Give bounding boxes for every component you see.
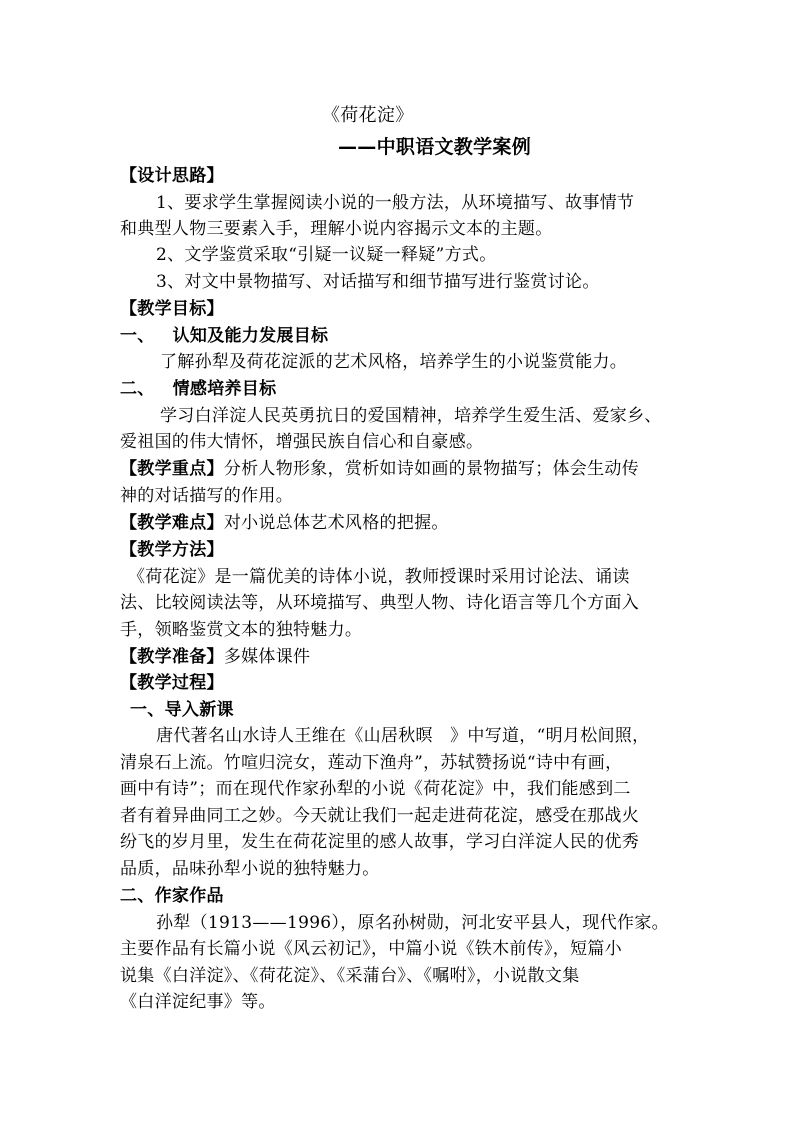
section-1-title: 一、导入新课 — [130, 700, 234, 720]
design-item-1-line-2: 和典型人物三要素入手，理解小说内容揭示文本的主题。 — [120, 219, 553, 239]
section-1-line-2: 清泉石上流。竹喧归浣女，莲动下渔舟”，苏轼赞扬说“诗中有画， — [120, 753, 623, 773]
document-title: 《荷花淀》 — [322, 105, 414, 126]
section-1-line-1: 唐代著名山水诗人王维在《山居秋暝 》中写道，“明月松间照， — [156, 726, 650, 746]
prep-heading: 【教学准备】 — [120, 647, 224, 667]
key-line-2: 神的对话描写的作用。 — [120, 486, 293, 506]
method-heading: 【教学方法】 — [120, 540, 224, 560]
goal-2-line-1: 学习白洋淀人民英勇抗日的爱国精神，培养学生爱生活、爱家乡、 — [160, 406, 662, 426]
design-item-2: 2、文学鉴赏采取“引疑一议疑一释疑”方式。 — [156, 245, 497, 265]
document-subtitle: ——中职语文教学案例 — [338, 136, 532, 158]
method-line-3: 手，领略鉴赏文本的独特魅力。 — [120, 620, 363, 640]
method-line-2: 法、比较阅读法等，从环境描写、典型人物、诗化语言等几个方面入 — [120, 593, 639, 613]
goal-2-line-2: 爱祖国的伟大情怀，增强民族自信心和自豪感。 — [120, 432, 484, 452]
goal-2-number: 二、 — [120, 379, 155, 399]
goal-1-number: 一、 — [120, 326, 155, 346]
goal-1-title — [120, 323, 680, 349]
process-heading: 【教学过程】 — [120, 673, 224, 693]
key-points — [120, 456, 680, 482]
goal-2-label: 情感培养目标 — [172, 379, 277, 399]
section-2-line-2: 主要作品有长篇小说《风云初记》，中篇小说《铁木前传》，短篇小 — [120, 939, 622, 959]
section-2-line-1: 孙犁（1913——1996），原名孙树勋，河北安平县人，现代作家。 — [156, 913, 669, 933]
section-2-line-3: 说集《白洋淀》、《荷花淀》、《采蒲台》、《嘱咐》，小说散文集 — [120, 966, 580, 986]
section-2-title: 二、作家作品 — [120, 886, 224, 906]
key-heading: 【教学重点】 — [120, 459, 224, 479]
difficulty — [120, 510, 680, 536]
section-2-line-4: 《白洋淀纪事》等。 — [120, 992, 276, 1012]
section-1-line-6: 品质，品味孙犁小说的独特魅力。 — [120, 859, 380, 879]
difficulty-heading: 【教学难点】 — [120, 513, 224, 533]
design-heading: 【设计思路】 — [120, 166, 224, 186]
method-line-1: 《荷花淀》是一篇优美的诗体小说，教师授课时采用讨论法、诵读 — [128, 567, 630, 587]
preparation — [120, 644, 680, 670]
difficulty-text: 对小说总体艺术风格的把握。 — [223, 513, 449, 533]
prep-text: 多媒体课件 — [223, 647, 311, 667]
design-item-1-line-1: 1、要求学生掌握阅读小说的一般方法，从环境描写、故事情节 — [156, 193, 635, 213]
section-1-line-3: 画中有诗”；而在现代作家孙犁的小说《荷花淀》中，我们能感到二 — [120, 779, 631, 799]
goal-1-text: 了解孙犁及荷花淀派的艺术风格，培养学生的小说鉴赏能力。 — [160, 352, 628, 372]
section-1-line-4: 者有着异曲同工之妙。今天就让我们一起走进荷花淀，感受在那战火 — [120, 806, 639, 826]
design-item-3: 3、对文中景物描写、对话描写和细节描写进行鉴赏讨论。 — [156, 272, 600, 292]
key-line-1: 分析人物形象，赏析如诗如画的景物描写；体会生动传 — [223, 459, 640, 479]
goal-1-label: 认知及能力发展目标 — [172, 326, 329, 346]
goal-2-title — [120, 376, 680, 402]
section-1-line-5: 纷飞的岁月里，发生在荷花淀里的感人故事，学习白洋淀人民的优秀 — [120, 832, 639, 852]
goals-heading: 【教学目标】 — [120, 299, 224, 319]
